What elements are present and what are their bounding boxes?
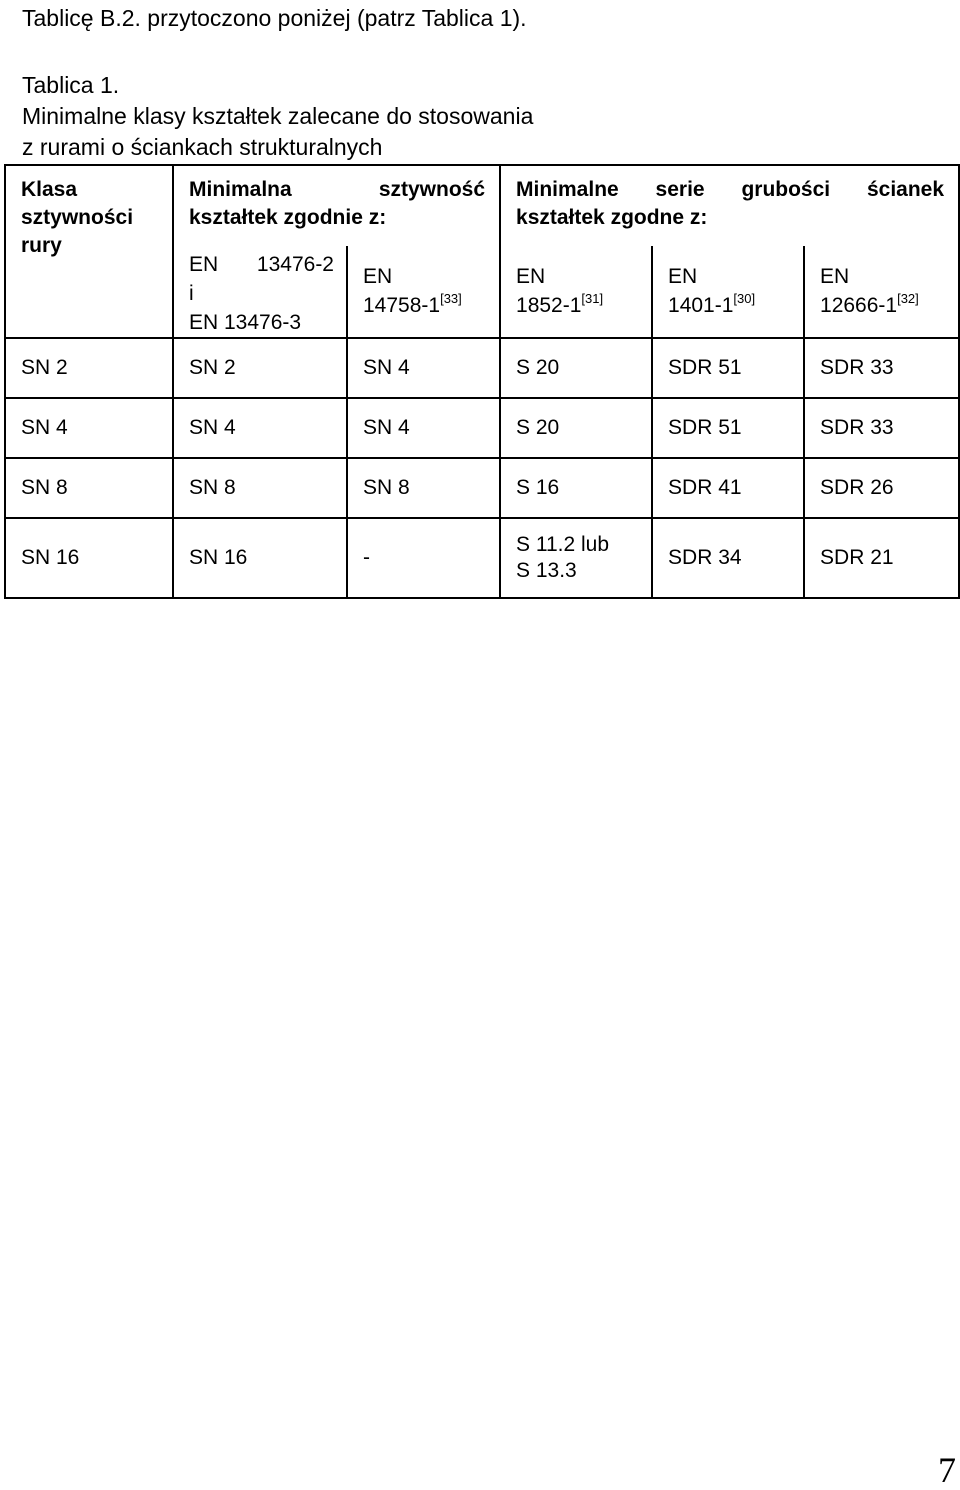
table-row	[5, 338, 959, 398]
table-caption	[22, 70, 533, 163]
fittings-class-table	[4, 164, 960, 599]
table-cell-line-2: S 13.3	[516, 559, 577, 582]
subheader-en-12666-number	[820, 291, 958, 320]
subheader-en-13476-3: EN 13476-3	[189, 311, 302, 334]
table-cell: SN 8	[5, 458, 173, 518]
subheader-en-12666-ref: [32]	[897, 291, 919, 306]
subheader-en-12666-prefix: EN	[820, 265, 850, 288]
header-wall-thickness-series	[500, 165, 959, 246]
header-pipe-class-line-3: rury	[21, 234, 62, 257]
table-cell: S 20	[500, 338, 652, 398]
table-caption-label: Tablica 1.	[22, 72, 120, 98]
subheader-en-13476-line-1	[189, 250, 346, 279]
subheader-en-12666	[804, 246, 959, 338]
table-cell: SN 2	[173, 338, 347, 398]
table-cell: SDR 41	[652, 458, 804, 518]
subheader-en-12666-code: 12666-1	[820, 294, 898, 317]
table-cell: SDR 51	[652, 398, 804, 458]
table-header-row	[5, 165, 959, 246]
table-cell: SDR 21	[804, 518, 959, 598]
table-cell: -	[347, 518, 500, 598]
subheader-en-1852-code: 1852-1	[516, 294, 582, 317]
table-cell: SDR 33	[804, 338, 959, 398]
subheader-en-13476-prefix: EN	[189, 253, 219, 276]
table-cell: SN 16	[173, 518, 347, 598]
intro-paragraph: Tablicę B.2. przytoczono poniżej (patrz Tablica 1).	[22, 5, 527, 31]
table-cell: SDR 26	[804, 458, 959, 518]
subheader-en-1852-ref: [31]	[581, 291, 604, 306]
subheader-en-14758-prefix: EN	[363, 265, 393, 288]
header-fitting-stiffness-line-1	[189, 176, 499, 204]
table-cell: S 16	[500, 458, 652, 518]
subheader-en-1852	[500, 246, 652, 338]
table-cell-line-1: S 11.2 lub	[516, 533, 610, 556]
table-row	[5, 458, 959, 518]
table-cell: SN 16	[5, 518, 173, 598]
header-wall-thickness-line-2: kształtek zgodne z:	[516, 206, 708, 229]
subheader-en-14758-ref: [33]	[440, 291, 462, 306]
table-cell: SN 2	[5, 338, 173, 398]
header-fitting-stiffness-word-1: Minimalna	[189, 178, 292, 201]
subheader-en-1852-prefix: EN	[516, 265, 546, 288]
subheader-en-13476-number: 13476-2	[256, 253, 334, 276]
subheader-en-13476-conjunction: i	[189, 282, 194, 305]
table-cell: SDR 51	[652, 338, 804, 398]
header-fitting-stiffness-line-2: kształtek zgodnie z:	[189, 206, 387, 229]
table-cell-multiline	[500, 518, 652, 598]
header-pipe-class-line-1: Klasa	[21, 178, 78, 201]
page-number: 7	[938, 1450, 956, 1490]
subheader-en-1401-code: 1401-1	[668, 294, 734, 317]
subheader-en-14758-code: 14758-1	[363, 294, 441, 317]
subheader-en-13476	[173, 246, 347, 338]
subheader-en-1401-ref: [30]	[733, 291, 756, 306]
header-pipe-class-line-2: sztywności	[21, 206, 134, 229]
subheader-en-1852-number	[516, 291, 651, 320]
subheader-en-1401-prefix: EN	[668, 265, 698, 288]
table-cell: S 20	[500, 398, 652, 458]
table-cell: SN 8	[173, 458, 347, 518]
table-cell: SN 4	[173, 398, 347, 458]
table-cell: SN 4	[5, 398, 173, 458]
table-cell: SDR 34	[652, 518, 804, 598]
table-cell: SDR 33	[804, 398, 959, 458]
table-caption-line-2: z rurami o ściankach strukturalnych	[22, 134, 383, 160]
header-fitting-stiffness	[173, 165, 500, 246]
table-row	[5, 398, 959, 458]
table-row	[5, 518, 959, 598]
header-fitting-stiffness-word-2: sztywność	[378, 178, 486, 201]
subheader-en-1401-number	[668, 291, 803, 320]
table-cell: SN 4	[347, 398, 500, 458]
table-cell: SN 4	[347, 338, 500, 398]
subheader-en-14758	[347, 246, 500, 338]
header-wall-thickness-line-1: Minimalne serie grubości ścianek	[516, 178, 945, 201]
header-pipe-stiffness-class	[5, 165, 173, 338]
table-caption-line-1: Minimalne klasy kształtek zalecane do stosowania	[22, 103, 534, 129]
subheader-en-1401	[652, 246, 804, 338]
subheader-en-14758-number	[363, 291, 499, 320]
table-cell: SN 8	[347, 458, 500, 518]
